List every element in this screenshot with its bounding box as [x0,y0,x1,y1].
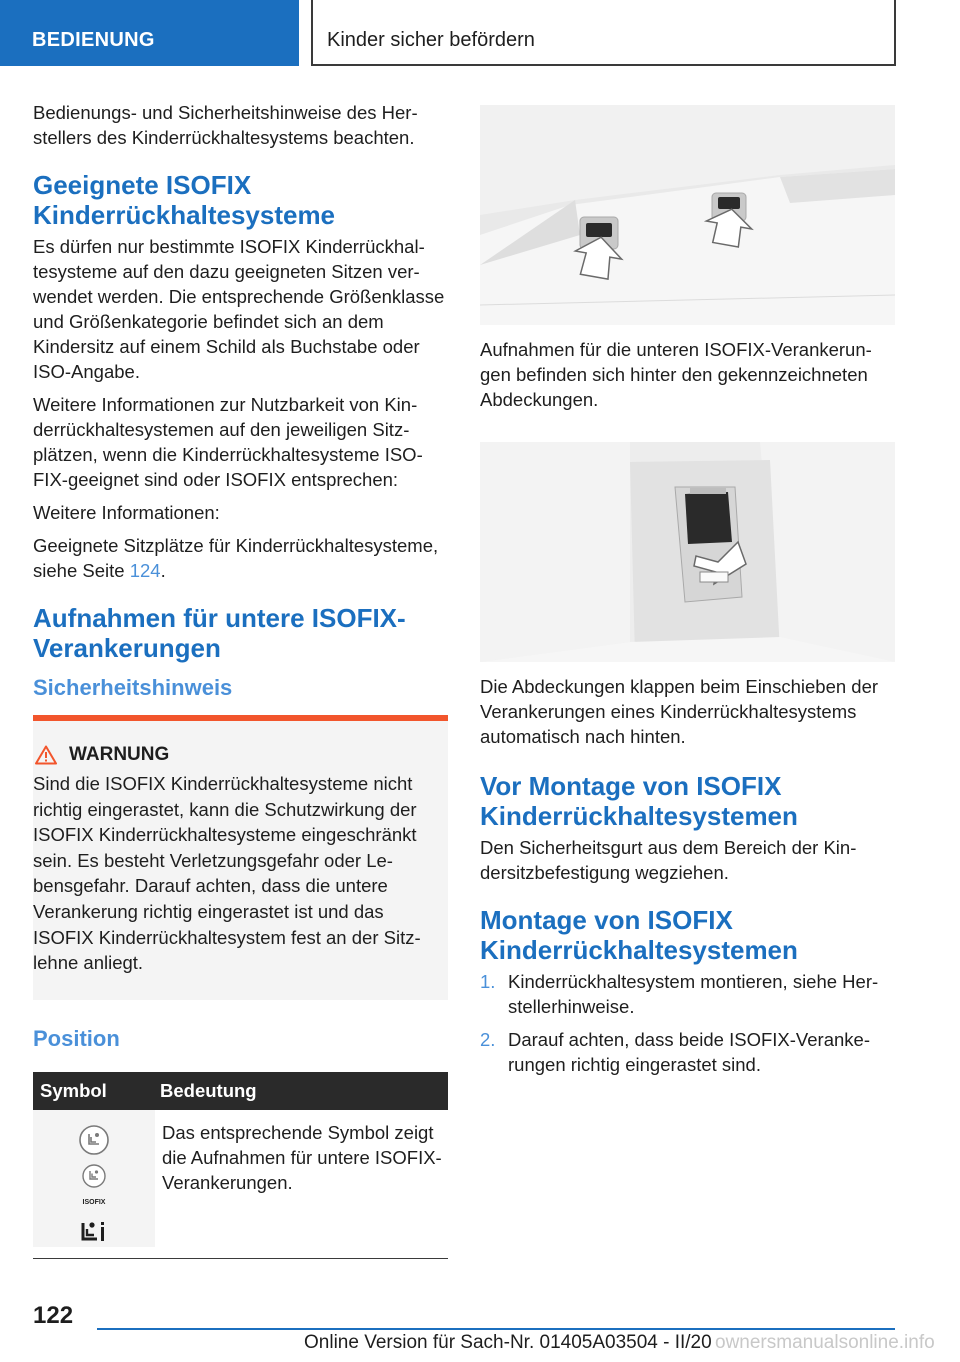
paragraph-more-info-seats: Weitere Informationen zur Nutzbarkeit von Kinderrückhaltesystemen auf den jeweiligen Sitzplätzen, wenn die Kinderrückhaltesysteme ISOFIX-geeignet sind oder ISOFIX entsprechen: [33,394,423,490]
page-link-124[interactable]: 124 [129,560,161,581]
symbol-cell [33,1110,155,1247]
isofix-icon-label: ISOFIX [82,1198,106,1206]
right-column [480,105,895,1085]
left-column [33,100,448,1259]
step-text: Kinderrückhaltesystem montieren, siehe Herstellerhinweise. [508,971,879,1017]
footer-watermark: ownersmanualsonline.info [715,1332,935,1353]
warning-title-label: WARNUNG [69,744,170,765]
footer-online-version: Online Version für Sach-Nr. 01405A03504 - II/20 [304,1332,712,1353]
symbol-table-header [33,1072,448,1110]
symbol-table [33,1072,448,1247]
photo-seat-anchor-covers [480,105,895,325]
caption-anchor-covers: Aufnahmen für die unteren ISOFIX-Verankerungen befinden sich hinter den gekennzeichneten Abdeckungen. [480,339,872,410]
column-symbol: Symbol [33,1072,155,1110]
table-row [33,1110,448,1247]
paragraph-before-mounting: Den Sicherheitsgurt aus dem Bereich der Kindersitzbefestigung wegziehen. [480,837,857,883]
child-seat-icon-small [78,1160,110,1192]
child-seat-icon [78,1124,110,1156]
seat-reference-end: . [160,560,166,581]
intro-paragraph: Bedienungs- und Sicherheitshinweise des Herstellers des Kinderrückhaltesystems beachten. [33,102,418,148]
heading-isofix-systems: Geeignete ISOFIX Kinderrückhaltesysteme [33,170,336,230]
column-meaning: Bedeutung [155,1072,448,1110]
header-section-tab [0,0,299,66]
warning-triangle-icon [35,745,57,765]
heading-before-mounting: Vor Montage von ISOFIX Kinderrückhaltesystemen [480,771,798,831]
header-section-label: BEDIENUNG [32,29,155,51]
cover-detail-illustration [480,442,895,662]
meaning-cell: Das entsprechende Symbol zeigt die Aufnahmen für untere ISOFIX-Verankerungen. [162,1121,442,1193]
step-number: 2. [480,1029,496,1050]
heading-mounting: Montage von ISOFIX Kinderrückhaltesystemen [480,905,798,965]
warning-title [33,743,448,767]
list-item [480,1027,895,1077]
mounting-steps [480,969,895,1077]
seat-reference-text: Geeignete Sitzplätze für Kinderrückhaltesysteme, siehe Seite [33,535,439,581]
heading-lower-anchorages: Aufnahmen für untere ISOFIX-Verankerungen [33,603,406,663]
step-number: 1. [480,971,496,992]
photo-cover-detail [480,442,895,662]
isofix-anchor-icon [79,1219,109,1247]
header-chapter-box [311,0,896,66]
warning-text: Sind die ISOFIX Kinderrückhaltesysteme nicht richtig eingerastet, kann die Schutzwirkung der ISOFIX Kinderrückhaltesysteme eingeschränkt sein. Es besteht Verletzungsgefahr oder Lebensgefahr. Darauf achten, dass die untere Verankerung richtig eingerastet ist und das ISOFIX Kinderrückhaltesystem fest an der Sitzlehne anliegt. [33,773,421,974]
page-number: 122 [33,1302,74,1329]
heading-safety-note: Sicherheitshinweis [33,675,233,700]
heading-position: Position [33,1025,120,1051]
header-chapter-label: Kinder sicher befördern [327,29,535,51]
paragraph-isofix-usage: Es dürfen nur bestimmte ISOFIX Kinderrückhaltesysteme auf den dazu geeigneten Sitzen verwendet werden. Die entsprechende Größenklasse und Größenkategorie befindet sich an dem Kindersitz auf einem Schild als Buchstabe oder ISO-Angabe. [33,236,445,382]
table-bottom-rule [33,1247,448,1259]
list-item [480,969,895,1019]
seat-covers-illustration [480,105,895,325]
paragraph-seat-reference [33,533,448,583]
step-text: Darauf achten, dass beide ISOFIX-Verankerungen richtig eingerastet sind. [508,1029,870,1075]
footer-rule [97,1328,895,1330]
caption-cover-detail: Die Abdeckungen klappen beim Einschieben der Verankerungen eines Kinderrückhaltesystems automatisch nach hinten. [480,676,879,747]
warning-box [33,715,448,1000]
paragraph-more-info-label: Weitere Informationen: [33,502,220,523]
